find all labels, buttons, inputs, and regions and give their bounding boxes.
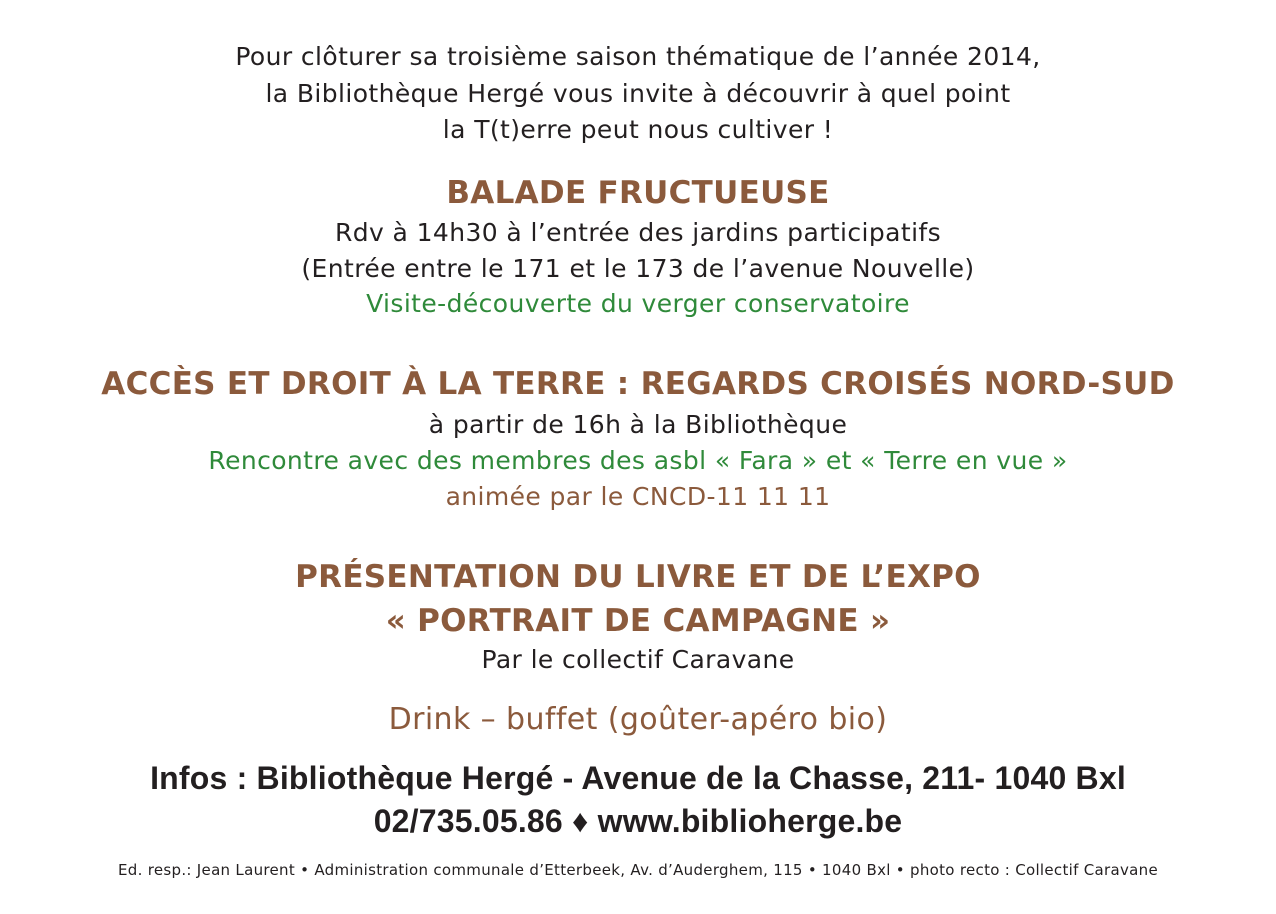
infos-line-2: 02/735.05.86 ♦ www.biblioherge.be (373, 803, 903, 839)
event2-line-1: à partir de 16h à la Bibliothèque (428, 410, 848, 439)
event2-line-3: animée par le CNCD-11 11 11 (445, 482, 831, 511)
event3-title-line-2: « PORTRAIT DE CAMPAGNE » (385, 603, 891, 639)
intro-line-2: la Bibliothèque Hergé vous invite à découvrir à quel point (265, 79, 1011, 108)
event2-title: ACCÈS ET DROIT À LA TERRE : REGARDS CROISÉS NORD-SUD (101, 366, 1175, 402)
event1-line-3: Visite-découverte du verger conservatoire (366, 289, 910, 318)
footer-credits: Ed. resp.: Jean Laurent • Administration communale d’Etterbeek, Av. d’Auderghem, 115 • 1040 Bxl • photo recto : Collectif Caravane (117, 861, 1158, 879)
event2-line-2: Rencontre avec des membres des asbl « Fara » et « Terre en vue » (208, 446, 1068, 475)
event1-line-1: Rdv à 14h30 à l’entrée des jardins participatifs (334, 218, 942, 247)
intro-line-1: Pour clôturer sa troisième saison thématique de l’année 2014, (235, 42, 1041, 71)
drink-line: Drink – buffet (goûter-apéro bio) (388, 702, 888, 737)
event1-line-2: (Entrée entre le 171 et le 173 de l’avenue Nouvelle) (301, 254, 975, 283)
event1-title: BALADE FRUCTUEUSE (446, 175, 830, 211)
infos-line-1: Infos : Bibliothèque Hergé - Avenue de la Chasse, 211- 1040 Bxl (150, 760, 1126, 796)
event3-title-line-1: PRÉSENTATION DU LIVRE ET DE L’EXPO (295, 559, 981, 595)
event3-line-1: Par le collectif Caravane (481, 645, 795, 674)
intro-line-3: la T(t)erre peut nous cultiver ! (442, 115, 834, 144)
